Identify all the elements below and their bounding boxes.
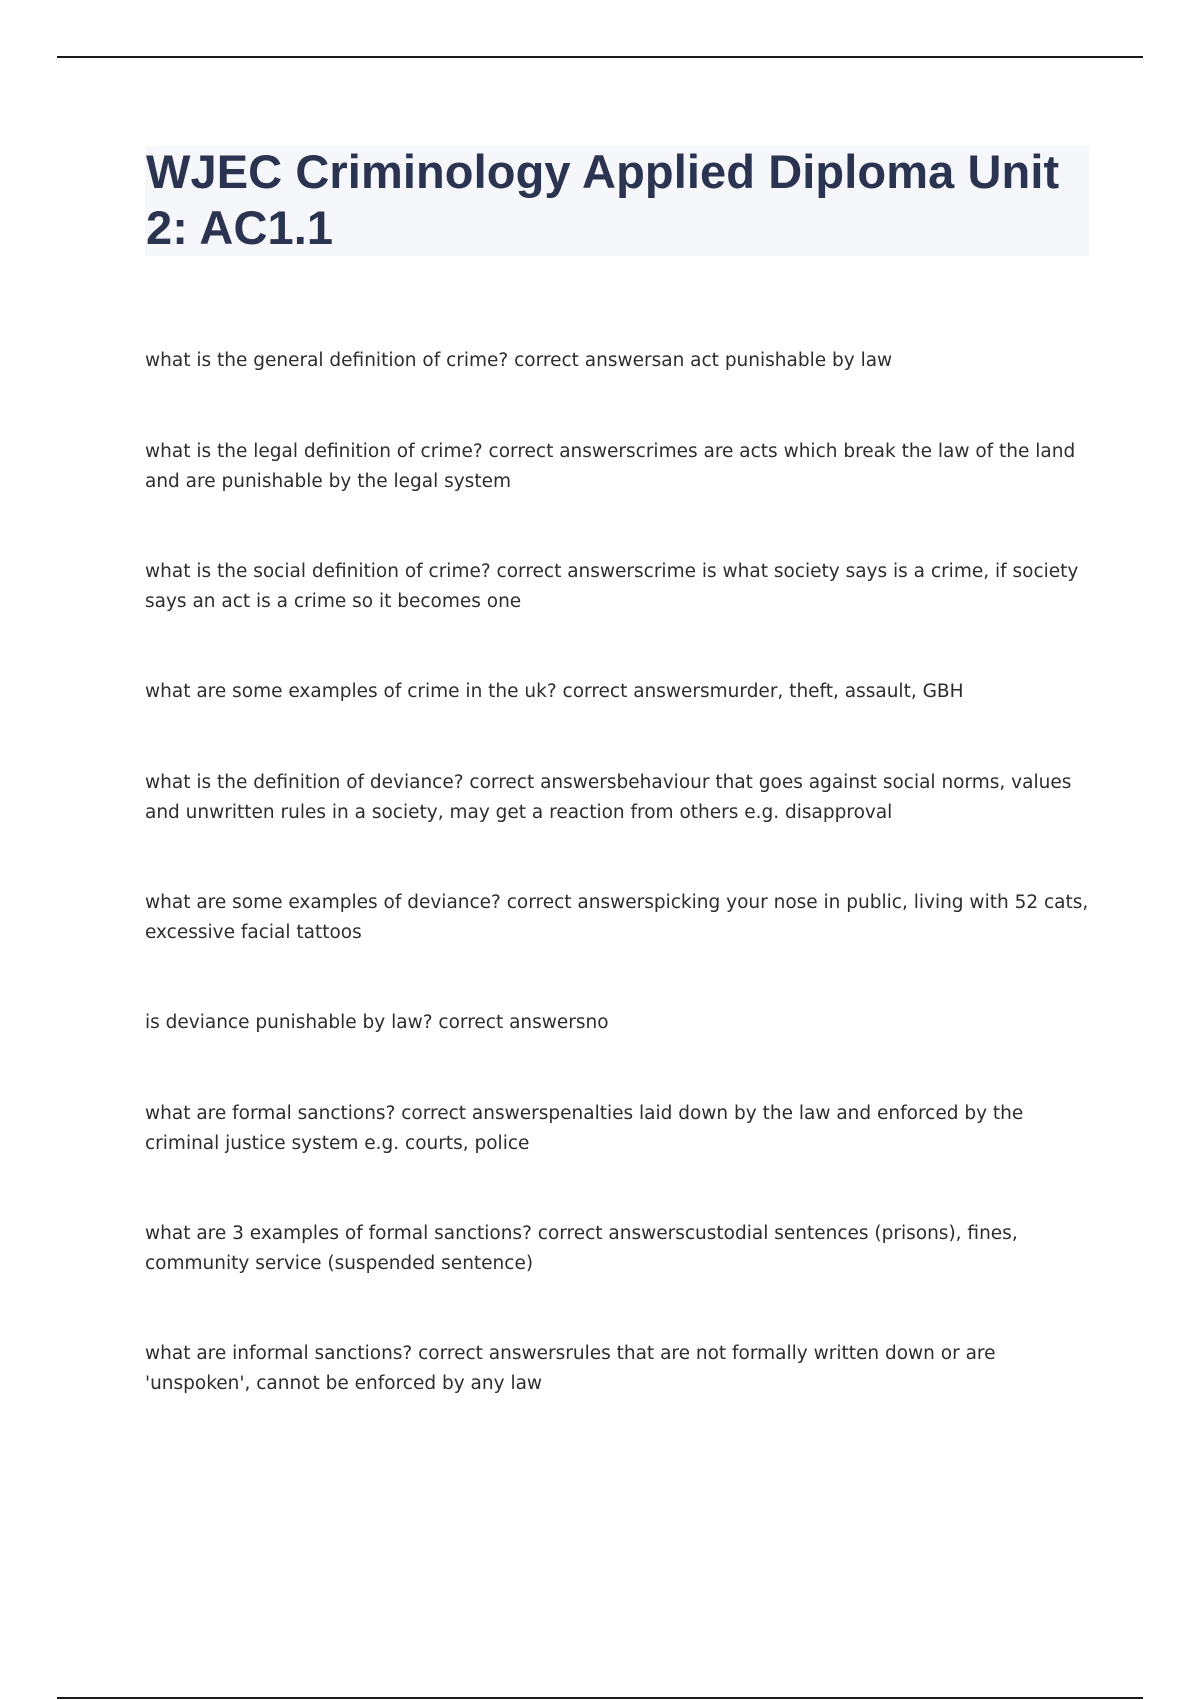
- qa-item-2: what is the legal definition of crime? correct answerscrimes are acts which break the law of the land and are punishable by the legal system: [145, 441, 1076, 492]
- qa-item-3: what is the social definition of crime? correct answerscrime is what society says is a crime, if society says an act is a crime so it becomes one: [145, 561, 1079, 612]
- qa-item-1: what is the general definition of crime? correct answersan act punishable by law: [145, 350, 893, 371]
- document-title: WJEC Criminology Applied Diploma Unit 2: AC1.1: [146, 145, 1060, 254]
- qa-item-9: what are 3 examples of formal sanctions? correct answerscustodial sentences (prisons), fines, community service (suspended sentence): [145, 1223, 1018, 1274]
- qa-item-10: what are informal sanctions? correct answersrules that are not formally written down or are 'unspoken', cannot be enforced by any law: [145, 1343, 996, 1394]
- qa-item-8: what are formal sanctions? correct answerspenalties laid down by the law and enforced by the criminal justice system e.g. courts, police: [145, 1103, 1024, 1154]
- qa-item-7: is deviance punishable by law? correct answersno: [145, 1012, 609, 1033]
- page-header-rule: [57, 56, 1143, 58]
- page-footer-rule: [57, 1697, 1143, 1699]
- qa-item-6: what are some examples of deviance? correct answerspicking your nose in public, living with 52 cats, excessive facial tattoos: [145, 892, 1089, 943]
- qa-item-5: what is the definition of deviance? correct answersbehaviour that goes against social norms, values and unwritten rules in a society, may get a reaction from others e.g. disapproval: [145, 772, 1072, 823]
- qa-item-4: what are some examples of crime in the uk? correct answersmurder, theft, assault, GBH: [145, 681, 964, 702]
